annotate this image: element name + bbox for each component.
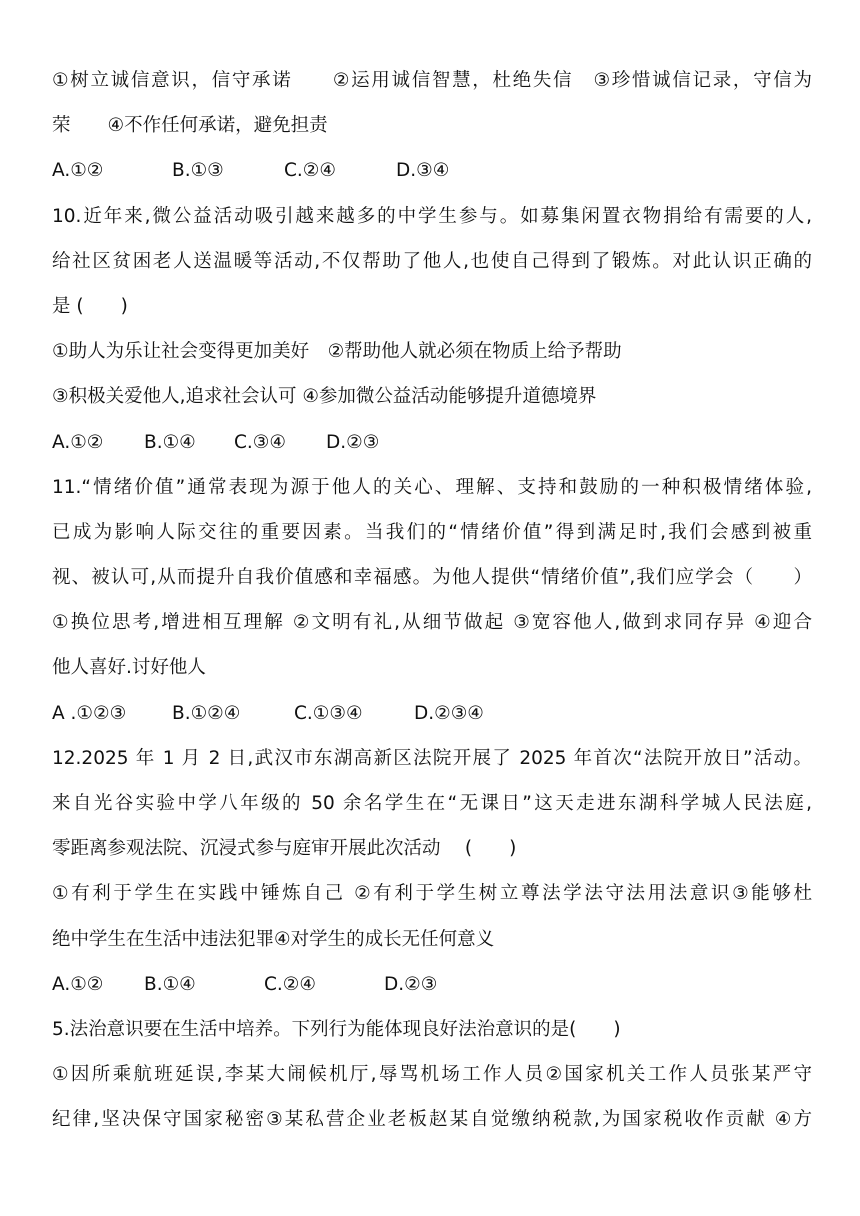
q9-option-d: D.③④ <box>396 160 450 182</box>
q9-option-a: A.①② <box>52 160 104 182</box>
q10-choices-line-2: ③积极关爱他人,追求社会认可 ④参加微公益活动能够提升道德境界 <box>52 386 597 408</box>
q12-option-b: B.①④ <box>144 973 196 995</box>
q5-choices-line-2: 纪律,坚决保守国家秘密③某私营企业老板赵某自觉缴纳税款,为国家税收作贡献 ④方 <box>52 1109 812 1131</box>
q12-choices-line-2: 绝中学生在生活中违法犯罪④对学生的成长无任何意义 <box>52 928 495 950</box>
q11-choices-line-1: ①换位思考,增进相互理解 ②文明有礼,从细节做起 ③宽容他人,做到求同存异 ④迎合 <box>52 612 812 634</box>
q10-choices-line-1: ①助人为乐让社会变得更加美好 ②帮助他人就必须在物质上给予帮助 <box>52 341 622 363</box>
exam-page <box>52 58 812 1143</box>
q12-option-a: A.①② <box>52 973 104 995</box>
q11-options <box>52 691 812 736</box>
q9-choices-line-1: ①树立诚信意识，信守承诺 ②运用诚信智慧，杜绝失信 ③珍惜诚信记录，守信为 <box>52 70 812 91</box>
q12-option-c: C.②④ <box>264 973 316 995</box>
q11-choices-line-2: 他人喜好.讨好他人 <box>52 657 206 679</box>
q12-stem-line-3: 零距离参观法院、沉浸式参与庭审开展此次活动 ( ) <box>52 838 517 860</box>
q12-stem-line-1: 12.2025 年 1 月 2 日,武汉市东湖高新区法院开展了 2025 年首次“法院开放日”活动。 <box>52 747 812 769</box>
q9-options <box>52 148 812 193</box>
q10-option-d: D.②③ <box>326 431 380 453</box>
q9-choices-line-2: 荣 ④不作任何承诺，避免担责 <box>52 115 328 137</box>
q11-stem-line-2: 已成为影响人际交往的重要因素。当我们的“情绪价值”得到满足时,我们会感到被重 <box>52 521 812 543</box>
q11-option-c: C.①③④ <box>294 702 363 724</box>
q11-stem-line-3: 视、被认可,从而提升自我价值感和幸福感。为他人提供“情绪价值”,我们应学会（ ） <box>52 567 812 589</box>
q10-stem-line-1: 10.近年来,微公益活动吸引越来越多的中学生参与。如募集闲置衣物捐给有需要的人, <box>52 205 812 227</box>
q12-options <box>52 962 812 1007</box>
q5-stem-line-1: 5.法治意识要在生活中培养。下列行为能体现良好法治意识的是( ) <box>52 1018 621 1040</box>
q12-option-d: D.②③ <box>384 973 438 995</box>
q10-stem-line-3: 是 ( ) <box>52 295 128 317</box>
q10-stem-line-2: 给社区贫困老人送温暖等活动,不仅帮助了他人,也使自己得到了锻炼。对此认识正确的 <box>52 250 812 272</box>
q12-choices-line-1: ①有利于学生在实践中锤炼自己 ②有利于学生树立尊法学法守法用法意识③能够杜 <box>52 883 812 905</box>
q10-option-c: C.③④ <box>234 431 286 453</box>
q9-option-c: C.②④ <box>284 160 336 182</box>
q11-option-d: D.②③④ <box>414 702 484 724</box>
q10-option-b: B.①④ <box>144 431 196 453</box>
q10-options <box>52 420 812 465</box>
q11-option-a: A .①②③ <box>52 702 127 724</box>
q11-stem-line-1: 11.“情绪价值”通常表现为源于他人的关心、理解、支持和鼓励的一种积极情绪体验, <box>52 476 812 498</box>
q10-option-a: A.①② <box>52 431 104 453</box>
q9-option-b: B.①③ <box>172 160 224 182</box>
q11-option-b: B.①②④ <box>172 702 241 724</box>
q12-stem-line-2: 来自光谷实验中学八年级的 50 余名学生在“无课日”这天走进东湖科学城人民法庭, <box>52 793 812 814</box>
q5-choices-line-1: ①因所乘航班延误,李某大闹候机厅,辱骂机场工作人员②国家机关工作人员张某严守 <box>52 1064 812 1086</box>
